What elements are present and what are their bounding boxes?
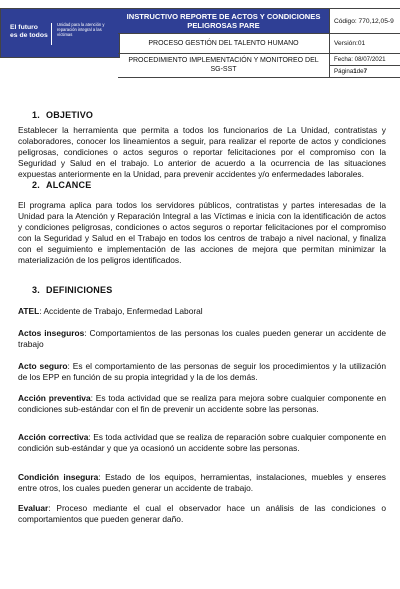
logo-slogan-line2: es de todos	[10, 32, 48, 39]
section-title: ALCANCE	[46, 180, 92, 190]
definition-text: : Accidente de Trabajo, Enfermedad Laboral	[39, 306, 203, 316]
section-heading-objetivo	[32, 110, 93, 120]
document-date: Fecha: 08/07/2021	[330, 54, 400, 66]
page-prefix: Página	[334, 68, 354, 75]
definition-item	[18, 306, 386, 317]
logo-slogan-line1: El futuro	[10, 24, 38, 31]
section-heading-alcance	[32, 180, 91, 190]
definition-term: Evaluar	[18, 503, 49, 513]
definition-term: Condición insegura	[18, 472, 99, 482]
logo	[0, 8, 120, 58]
definition-text: : Es toda actividad que se realiza para mejora sobre cualquier componente en condiciones sub-estándar con el fin de prevenir un accidente sobre las personas.	[18, 393, 386, 414]
document-title: INSTRUCTIVO REPORTE DE ACTOS Y CONDICIONES PELIGROSAS PARE	[118, 8, 330, 34]
definition-text: : Es el comportamiento de las personas de seguir los procedimientos y la utilización de los EPP en función de su propia integridad y la de los demás.	[18, 361, 386, 382]
definition-term: Acto seguro	[18, 361, 68, 371]
definition-text: : Es toda actividad que se realiza de reparación sobre cualquier componente en condición sub-estándar y que ya ocasionó un accidente sobre las personas.	[18, 432, 386, 453]
section-number: 3.	[32, 285, 40, 295]
definition-item	[18, 472, 386, 494]
logo-divider	[51, 23, 52, 45]
definition-item	[18, 432, 386, 454]
definition-text: : Proceso mediante el cual el observador hace un análisis de las condiciones o comportamientos que pueden generar daño.	[18, 503, 386, 524]
procedure-name: PROCEDIMIENTO IMPLEMENTACIÓN Y MONITOREO DEL SG-SST	[118, 54, 330, 78]
section-title: DEFINICIONES	[46, 285, 113, 295]
page-total: 7	[363, 68, 368, 75]
section-heading-definiciones	[32, 285, 112, 295]
definition-term: Acción preventiva	[18, 393, 91, 403]
section-number: 2.	[32, 180, 40, 190]
page-mid: de	[356, 68, 364, 75]
section-text-objetivo: Establecer la herramienta que permita a todos los funcionarios de La Unidad, contratistas y colaboradores, conocer los lineamientos a seguir, para realizar el reporte de actos y condiciones peligrosas, condiciones o actos seguros o reportar felicitaciones por el compromiso con la Seguridad y Salud en el trabajo. Lo anterior de acuerdo a la ocurrencia de las situaciones expuestas anteriormente en la Unidad, para prevenir accidentes y/o enfermedades laborales.	[18, 125, 386, 179]
definition-item	[18, 393, 386, 415]
definition-text: : Estado de los equipos, herramientas, instalaciones, muebles y enseres entre otros, los cuales pueden generar un accidente de trabajo.	[18, 472, 386, 493]
page-current: 1	[353, 68, 357, 75]
definition-item	[18, 361, 386, 383]
document-header	[0, 8, 400, 92]
definition-item	[18, 503, 386, 525]
definition-text: : Comportamientos de las personas los cuales pueden generar un accidente de trabajo	[18, 328, 386, 349]
definition-item	[18, 328, 386, 350]
section-text-alcance: El programa aplica para todos los servidores públicos, contratistas y partes interesadas de la Unidad para la Atención y Reparación Integral a las Víctimas e inicia con la identificación de actos y condiciones peligrosas, condiciones o actos seguros o reportar felicitaciones por el compromiso con la Seguridad y Salud en el Trabajo en todos los centros de trabajo a nivel nacional, y finaliza con el seguimiento e implementación de las acciones de mejora que permitan minimizar la materialización de los peligros identificados.	[18, 200, 386, 265]
logo-entity-name: Unidad para la atención y reparación integral a las víctimas	[57, 22, 105, 38]
section-title: OBJETIVO	[46, 110, 94, 120]
document-code: Código: 770,12,05-9	[330, 8, 400, 34]
process-name: PROCESO GESTIÓN DEL TALENTO HUMANO	[118, 34, 330, 54]
logo-slogan	[10, 24, 48, 40]
definition-term: Actos inseguros	[18, 328, 85, 338]
section-number: 1.	[32, 110, 40, 120]
document-version: Versión:01	[330, 34, 400, 54]
page-number	[330, 66, 400, 78]
definition-term: ATEL	[18, 306, 40, 316]
definition-term: Acción correctiva	[18, 432, 89, 442]
